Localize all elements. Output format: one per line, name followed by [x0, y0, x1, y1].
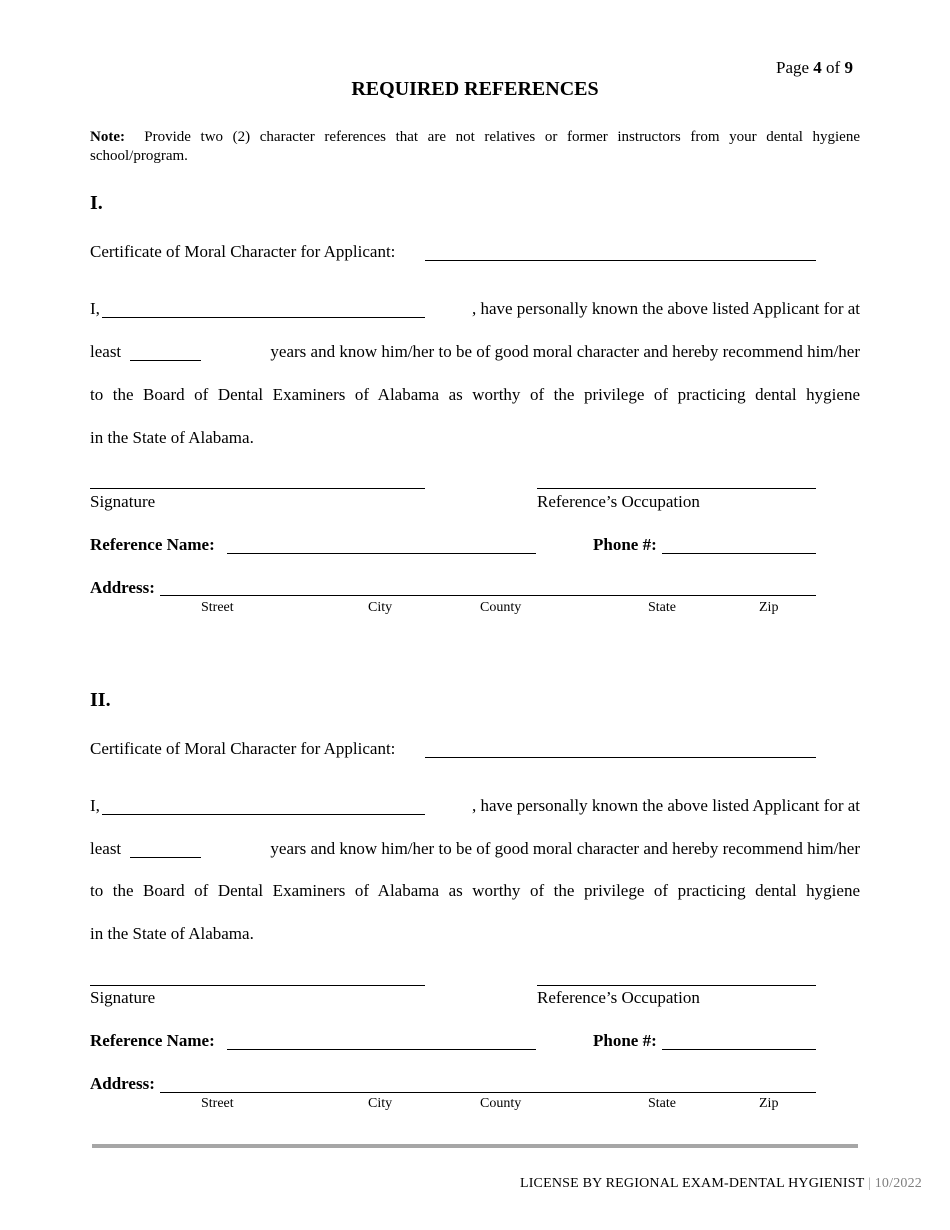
- occupation-field[interactable]: [537, 488, 816, 489]
- occupation-label: Reference’s Occupation: [537, 988, 700, 1007]
- applicant-name-field[interactable]: [425, 260, 816, 261]
- board-text: to the Board of Dental Examiners of Alabama as worthy of the privilege of practicing dental hygiene: [90, 385, 860, 404]
- zip-caption: Zip: [759, 1096, 779, 1111]
- years-field[interactable]: [130, 360, 201, 361]
- note-label: Note:: [90, 129, 125, 145]
- footer-form-name: LICENSE BY REGIONAL EXAM-DENTAL HYGIENIST: [519, 1176, 865, 1191]
- street-caption: Street: [201, 1096, 234, 1111]
- address-label: Address:: [90, 578, 155, 597]
- reference-name-label: Reference Name:: [90, 535, 215, 554]
- state-text: in the State of Alabama.: [90, 924, 254, 943]
- reference-section-2: [0, 689, 950, 1129]
- reference-name-field[interactable]: [227, 553, 536, 554]
- signature-label: Signature: [90, 492, 156, 511]
- least-label: least: [90, 839, 122, 858]
- applicant-name-field[interactable]: [425, 757, 816, 758]
- reference-section-1: [0, 192, 950, 632]
- years-text: years and know him/her to be of good moral character and hereby recommend him/her: [270, 839, 860, 858]
- signature-label: Signature: [90, 988, 156, 1007]
- certificate-label: Certificate of Moral Character for Applicant:: [90, 242, 396, 261]
- i-label: I,: [90, 796, 100, 815]
- county-caption: County: [480, 1096, 522, 1111]
- state-text: in the State of Alabama.: [90, 428, 254, 447]
- state-caption: State: [648, 1096, 676, 1111]
- note-text: Provide two (2) character references that are not relatives or former instructors from your dental hygiene school/program.: [90, 129, 861, 164]
- phone-field[interactable]: [662, 553, 816, 554]
- city-caption: City: [368, 600, 393, 615]
- footer-date: 10/2022: [874, 1176, 922, 1191]
- reference-fullname-field[interactable]: [102, 814, 425, 815]
- reference-fullname-field[interactable]: [102, 317, 425, 318]
- page-number: [776, 58, 853, 78]
- years-field[interactable]: [130, 857, 201, 858]
- county-caption: County: [480, 600, 522, 615]
- occupation-label: Reference’s Occupation: [537, 492, 700, 511]
- i-label: I,: [90, 299, 100, 318]
- years-text: years and know him/her to be of good moral character and hereby recommend him/her: [270, 342, 860, 361]
- phone-label: Phone #:: [593, 535, 657, 554]
- board-text: to the Board of Dental Examiners of Alabama as worthy of the privilege of practicing dental hygiene: [90, 881, 860, 900]
- known-text: , have personally known the above listed Applicant for at: [471, 796, 860, 815]
- section-numeral: II.: [90, 689, 111, 711]
- phone-label: Phone #:: [593, 1031, 657, 1050]
- page-total: 9: [844, 58, 853, 77]
- address-label: Address:: [90, 1074, 155, 1093]
- footer: [520, 1176, 922, 1192]
- address-field[interactable]: [160, 595, 816, 596]
- note: [90, 128, 860, 166]
- footer-separator: |: [867, 1176, 871, 1191]
- footer-rule: [92, 1144, 858, 1148]
- address-field[interactable]: [160, 1092, 816, 1093]
- page-of: of: [826, 58, 841, 77]
- occupation-field[interactable]: [537, 985, 816, 986]
- page-title: REQUIRED REFERENCES: [351, 78, 599, 100]
- reference-name-label: Reference Name:: [90, 1031, 215, 1050]
- known-text: , have personally known the above listed Applicant for at: [471, 299, 860, 318]
- phone-field[interactable]: [662, 1049, 816, 1050]
- page-current: 4: [813, 58, 822, 77]
- least-label: least: [90, 342, 122, 361]
- page-label: Page: [776, 58, 810, 77]
- section-numeral: I.: [90, 192, 103, 214]
- zip-caption: Zip: [759, 600, 779, 615]
- street-caption: Street: [201, 600, 234, 615]
- city-caption: City: [368, 1096, 393, 1111]
- reference-name-field[interactable]: [227, 1049, 536, 1050]
- signature-field[interactable]: [90, 985, 425, 986]
- state-caption: State: [648, 600, 676, 615]
- certificate-label: Certificate of Moral Character for Applicant:: [90, 739, 396, 758]
- signature-field[interactable]: [90, 488, 425, 489]
